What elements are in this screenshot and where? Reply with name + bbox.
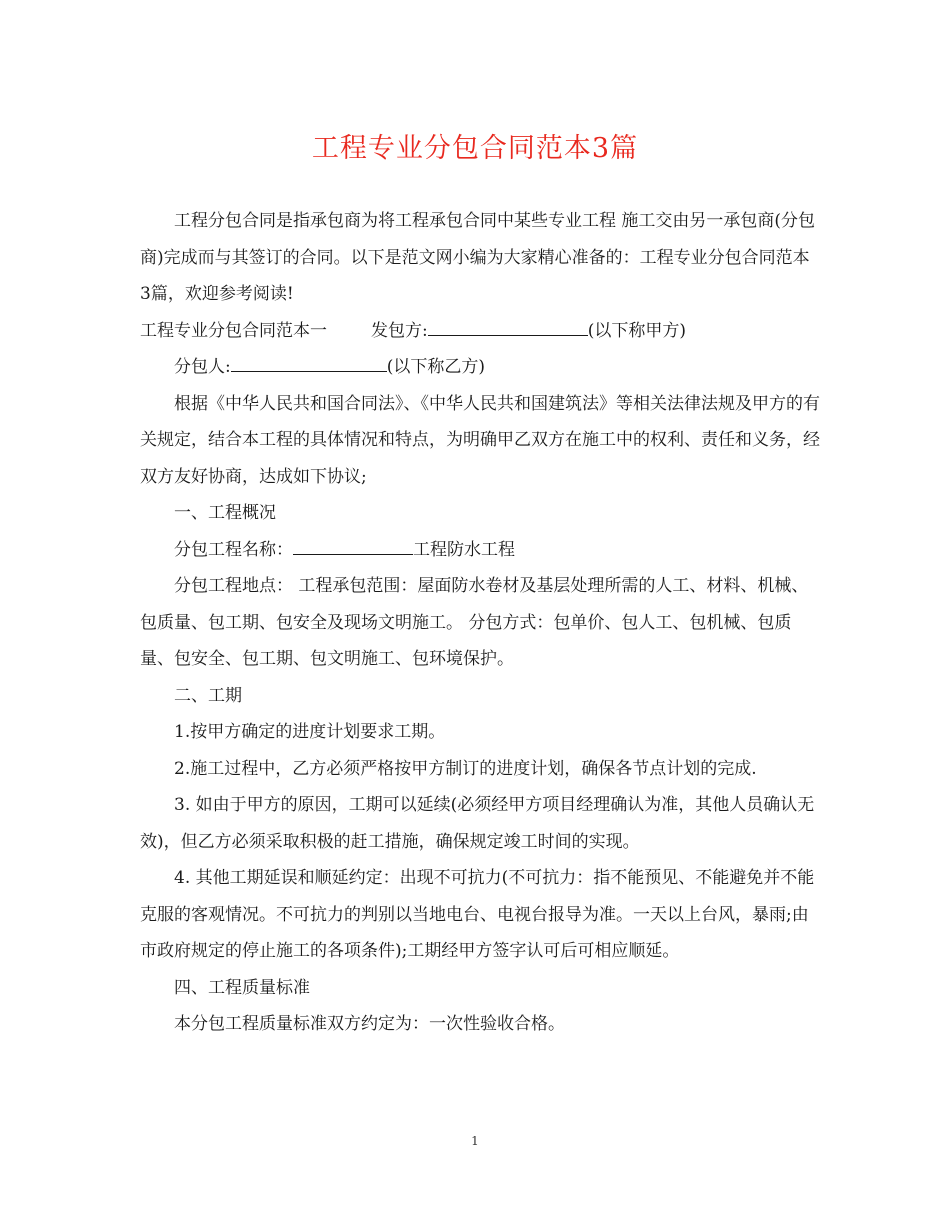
project-name-suffix: 工程防水工程 (413, 539, 515, 560)
schedule-item-3: 3. 如由于甲方的原因，工期可以延续(必须经甲方项目经理确认为准，其他人员确认无效)，但乙方必须采取积极的赶工措施，确保规定竣工时间的实现。 (140, 795, 815, 852)
contract-header-line (140, 313, 820, 350)
section-heading-schedule: 二、工期 (174, 685, 242, 706)
project-name-line (140, 532, 820, 569)
schedule-item-4: 4. 其他工期延误和顺延约定：出现不可抗力(不可抗力：指不能预见、不能避免并不能克服的客观情况。不可抗力的判别以当地电台、电视台报导为准。一天以上台风，暴雨;由市政府规定的停止施工的各项条件);工期经甲方签字认可后可相应顺延。 (140, 868, 815, 961)
subcontractor-blank (231, 353, 387, 372)
contract-one-heading: 工程专业分包合同范本一 (140, 320, 327, 341)
project-location-paragraph: 分包工程地点： 工程承包范围：屋面防水卷材及基层处理所需的人工、材料、机械、包质量、包工期、包安全及现场文明施工。 分包方式：包单价、包人工、包机械、包质量、包安全、包工期、包文明施工、包环境保护。 (140, 576, 809, 669)
project-name-blank (293, 536, 413, 555)
quality-paragraph: 本分包工程质量标准双方约定为：一次性验收合格。 (174, 1014, 565, 1034)
schedule-item-2: 2.施工过程中，乙方必须严格按甲方制订的进度计划，确保各节点计划的完成. (174, 758, 757, 779)
page-number: 1 (471, 1134, 479, 1148)
project-name-label: 分包工程名称： (174, 539, 293, 560)
section-heading-quality: 四、工程质量标准 (174, 977, 310, 998)
intro-paragraph: 工程分包合同是指承包商为将工程承包合同中某些专业工程 施工交由另一承包商(分包商)完成而与其签订的合同。以下是范文网小编为大家精心准备的：工程专业分包合同范本3篇，欢迎参考阅读! (140, 211, 816, 304)
document-body (140, 203, 820, 1043)
subcontractor-line (140, 349, 820, 386)
contractor-suffix: (以下称甲方) (587, 320, 686, 341)
basis-paragraph: 根据《中华人民共和国合同法》、《中华人民共和国建筑法》等相关法律法规及甲方的有关规定，结合本工程的具体情况和特点，为明确甲乙双方在施工中的权利、责任和义务，经双方友好协商，达成如下协议; (140, 393, 820, 487)
contractor-label: 发包方: (371, 320, 428, 341)
contractor-blank (428, 317, 588, 336)
subcontractor-suffix: (以下称乙方) (386, 357, 485, 377)
document-title: 工程专业分包合同范本3篇 (311, 133, 639, 164)
subcontractor-label: 分包人: (174, 357, 231, 377)
schedule-item-1: 1.按甲方确定的进度计划要求工期。 (174, 722, 446, 742)
section-heading-overview: 一、工程概况 (174, 503, 276, 523)
